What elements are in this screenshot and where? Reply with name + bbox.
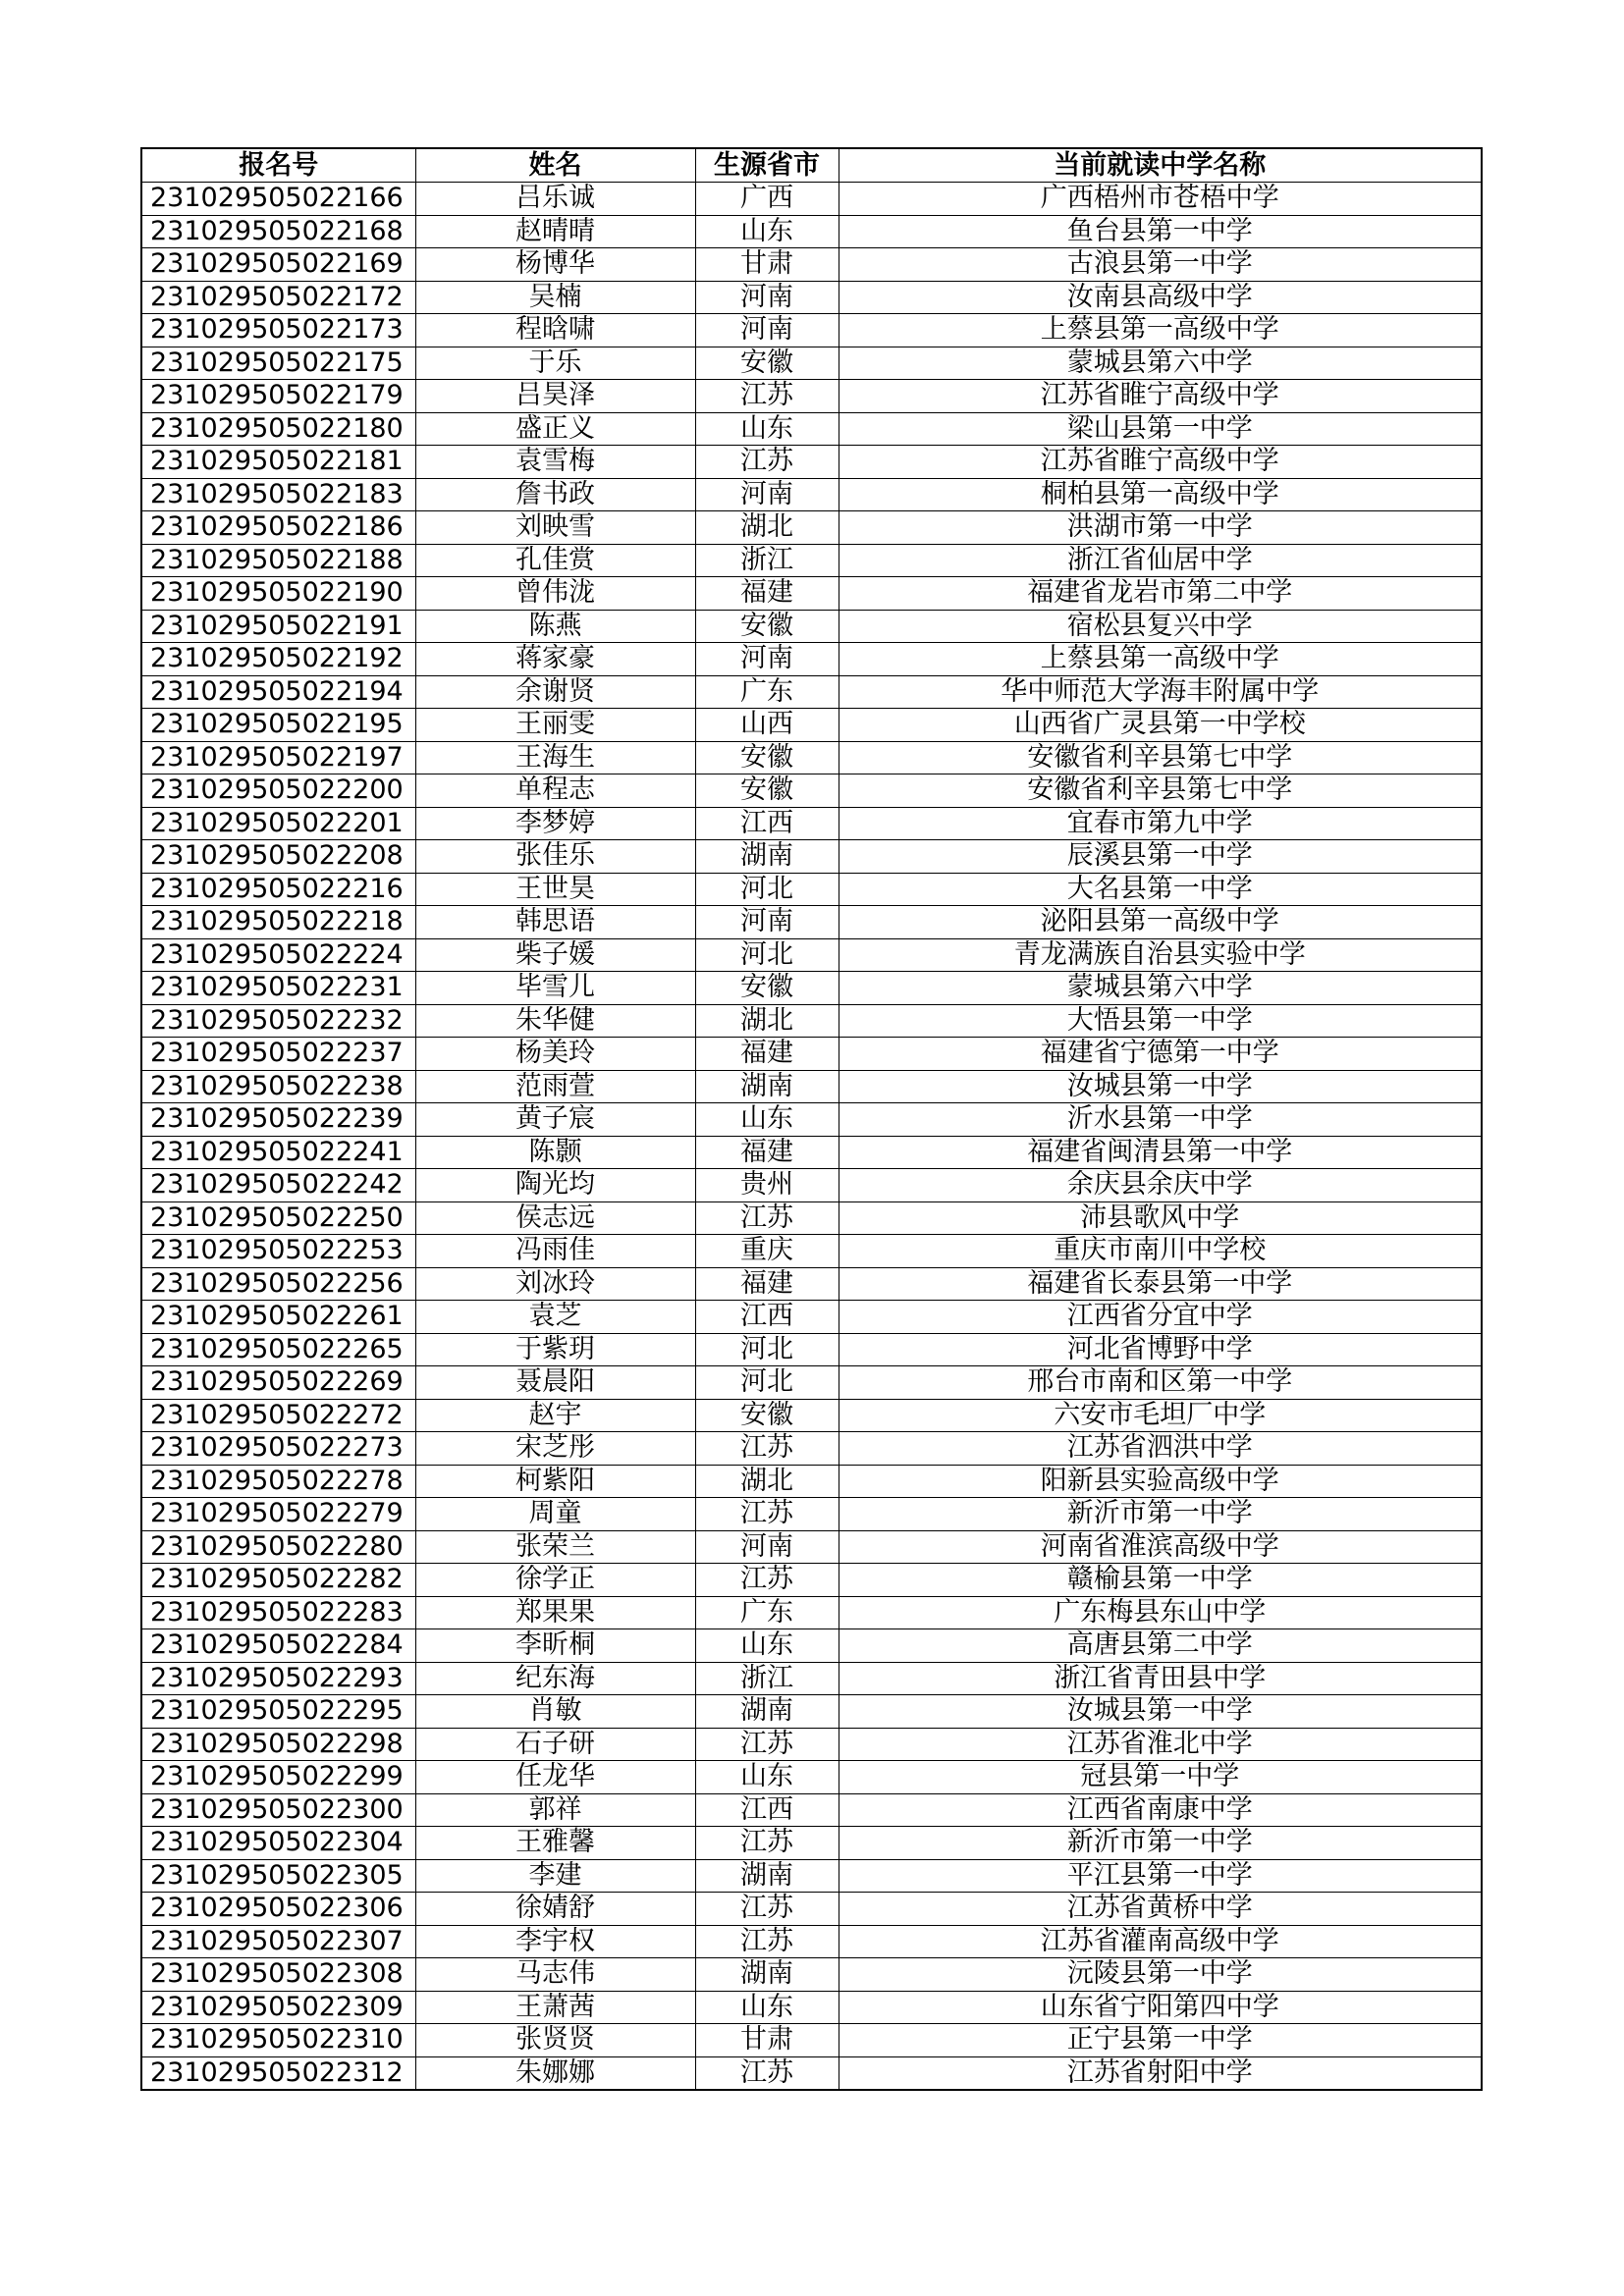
table-row <box>141 1925 1482 1958</box>
table-row <box>141 610 1482 643</box>
student-name-cell: 纪东海 <box>415 1662 695 1695</box>
table-row <box>141 314 1482 347</box>
source-province-cell: 河北 <box>695 1333 839 1366</box>
source-province-cell: 安徽 <box>695 774 839 808</box>
table-row <box>141 1596 1482 1629</box>
current-school-cell: 华中师范大学海丰附属中学 <box>839 675 1482 709</box>
source-province-cell: 重庆 <box>695 1235 839 1268</box>
table-row <box>141 2024 1482 2057</box>
source-province-cell: 甘肃 <box>695 248 839 282</box>
table-row <box>141 1103 1482 1137</box>
student-name-cell: 袁雪梅 <box>415 446 695 479</box>
student-name-cell: 王丽雯 <box>415 709 695 742</box>
student-name-cell: 于紫玥 <box>415 1333 695 1366</box>
student-name-cell: 余谢贤 <box>415 675 695 709</box>
student-name-cell: 李梦婷 <box>415 807 695 840</box>
source-province-cell: 安徽 <box>695 741 839 774</box>
current-school-cell: 汝城县第一中学 <box>839 1695 1482 1729</box>
source-province-cell: 湖南 <box>695 1958 839 1992</box>
source-province-cell: 湖南 <box>695 1695 839 1729</box>
table-row <box>141 741 1482 774</box>
current-school-cell: 江西省分宜中学 <box>839 1301 1482 1334</box>
table-row <box>141 1136 1482 1169</box>
table-row <box>141 1366 1482 1400</box>
source-province-cell: 江苏 <box>695 446 839 479</box>
source-province-cell: 山西 <box>695 709 839 742</box>
student-name-cell: 盛正义 <box>415 412 695 446</box>
current-school-cell: 新沂市第一中学 <box>839 1498 1482 1531</box>
table-row <box>141 446 1482 479</box>
table-row <box>141 1564 1482 1597</box>
source-province-cell: 江西 <box>695 807 839 840</box>
table-row <box>141 807 1482 840</box>
registration-number-cell: 231029505022200 <box>141 774 415 808</box>
current-school-cell: 桐柏县第一高级中学 <box>839 478 1482 511</box>
registration-number-cell: 231029505022194 <box>141 675 415 709</box>
registration-number-cell: 231029505022312 <box>141 2056 415 2090</box>
registration-number-cell: 231029505022169 <box>141 248 415 282</box>
table-row <box>141 248 1482 282</box>
current-school-cell: 重庆市南川中学校 <box>839 1235 1482 1268</box>
student-name-cell: 范雨萱 <box>415 1070 695 1103</box>
current-school-cell: 山西省广灵县第一中学校 <box>839 709 1482 742</box>
current-school-cell: 沂水县第一中学 <box>839 1103 1482 1137</box>
table-row <box>141 577 1482 611</box>
source-province-cell: 浙江 <box>695 1662 839 1695</box>
source-province-cell: 河北 <box>695 873 839 906</box>
registration-number-cell: 231029505022216 <box>141 873 415 906</box>
source-province-cell: 江苏 <box>695 1498 839 1531</box>
source-province-cell: 江苏 <box>695 1893 839 1926</box>
current-school-cell: 福建省长泰县第一中学 <box>839 1267 1482 1301</box>
current-school-cell: 江苏省睢宁高级中学 <box>839 380 1482 413</box>
student-name-cell: 朱娜娜 <box>415 2056 695 2090</box>
registration-number-cell: 231029505022197 <box>141 741 415 774</box>
registration-number-cell: 231029505022253 <box>141 1235 415 1268</box>
table-row <box>141 347 1482 380</box>
source-province-cell: 河南 <box>695 314 839 347</box>
registration-number-cell: 231029505022186 <box>141 511 415 545</box>
header-source-province: 生源省市 <box>695 148 839 183</box>
source-province-cell: 河南 <box>695 478 839 511</box>
registration-number-cell: 231029505022238 <box>141 1070 415 1103</box>
student-name-cell: 周童 <box>415 1498 695 1531</box>
current-school-cell: 冠县第一中学 <box>839 1761 1482 1794</box>
registration-number-cell: 231029505022218 <box>141 906 415 939</box>
student-name-cell: 杨博华 <box>415 248 695 282</box>
table-row <box>141 1695 1482 1729</box>
current-school-cell: 江苏省射阳中学 <box>839 2056 1482 2090</box>
source-province-cell: 贵州 <box>695 1169 839 1202</box>
current-school-cell: 福建省宁德第一中学 <box>839 1038 1482 1071</box>
student-name-cell: 柯紫阳 <box>415 1465 695 1498</box>
source-province-cell: 福建 <box>695 577 839 611</box>
source-province-cell: 湖南 <box>695 1070 839 1103</box>
source-province-cell: 河南 <box>695 281 839 314</box>
table-row <box>141 1859 1482 1893</box>
student-name-cell: 李建 <box>415 1859 695 1893</box>
current-school-cell: 赣榆县第一中学 <box>839 1564 1482 1597</box>
source-province-cell: 甘肃 <box>695 2024 839 2057</box>
current-school-cell: 浙江省青田县中学 <box>839 1662 1482 1695</box>
registration-number-cell: 231029505022172 <box>141 281 415 314</box>
current-school-cell: 邢台市南和区第一中学 <box>839 1366 1482 1400</box>
source-province-cell: 河南 <box>695 643 839 676</box>
header-name: 姓名 <box>415 148 695 183</box>
table-row <box>141 1432 1482 1466</box>
current-school-cell: 福建省龙岩市第二中学 <box>839 577 1482 611</box>
student-name-cell: 詹书政 <box>415 478 695 511</box>
current-school-cell: 广西梧州市苍梧中学 <box>839 183 1482 216</box>
current-school-cell: 江苏省淮北中学 <box>839 1728 1482 1761</box>
student-name-cell: 石子研 <box>415 1728 695 1761</box>
registration-number-cell: 231029505022295 <box>141 1695 415 1729</box>
student-name-cell: 黄子宸 <box>415 1103 695 1137</box>
registration-number-cell: 231029505022256 <box>141 1267 415 1301</box>
table-row <box>141 544 1482 577</box>
student-name-cell: 单程志 <box>415 774 695 808</box>
current-school-cell: 汝城县第一中学 <box>839 1070 1482 1103</box>
current-school-cell: 大名县第一中学 <box>839 873 1482 906</box>
registration-number-cell: 231029505022190 <box>141 577 415 611</box>
source-province-cell: 福建 <box>695 1267 839 1301</box>
student-name-cell: 蒋家豪 <box>415 643 695 676</box>
current-school-cell: 泌阳县第一高级中学 <box>839 906 1482 939</box>
registration-number-cell: 231029505022208 <box>141 840 415 874</box>
source-province-cell: 江苏 <box>695 1728 839 1761</box>
student-name-cell: 孔佳赏 <box>415 544 695 577</box>
registration-number-cell: 231029505022265 <box>141 1333 415 1366</box>
table-row <box>141 1662 1482 1695</box>
student-name-cell: 赵宇 <box>415 1399 695 1432</box>
registration-number-cell: 231029505022231 <box>141 972 415 1005</box>
student-name-cell: 任龙华 <box>415 1761 695 1794</box>
source-province-cell: 湖北 <box>695 1465 839 1498</box>
table-row <box>141 2056 1482 2090</box>
registration-number-cell: 231029505022175 <box>141 347 415 380</box>
table-row <box>141 709 1482 742</box>
student-name-cell: 陈燕 <box>415 610 695 643</box>
table-row <box>141 1169 1482 1202</box>
student-name-cell: 袁芝 <box>415 1301 695 1334</box>
registration-number-cell: 231029505022309 <box>141 1991 415 2024</box>
header-registration-number: 报名号 <box>141 148 415 183</box>
table-row <box>141 511 1482 545</box>
current-school-cell: 正宁县第一中学 <box>839 2024 1482 2057</box>
student-name-cell: 侯志远 <box>415 1201 695 1235</box>
table-row <box>141 873 1482 906</box>
table-row <box>141 1301 1482 1334</box>
current-school-cell: 新沂市第一中学 <box>839 1827 1482 1860</box>
table-row <box>141 215 1482 248</box>
source-province-cell: 江苏 <box>695 1925 839 1958</box>
registration-number-cell: 231029505022224 <box>141 938 415 972</box>
registration-number-cell: 231029505022282 <box>141 1564 415 1597</box>
student-name-cell: 柴子媛 <box>415 938 695 972</box>
table-row <box>141 1399 1482 1432</box>
student-name-cell: 马志伟 <box>415 1958 695 1992</box>
source-province-cell: 河南 <box>695 906 839 939</box>
current-school-cell: 宜春市第九中学 <box>839 807 1482 840</box>
registration-number-cell: 231029505022191 <box>141 610 415 643</box>
table-row <box>141 1498 1482 1531</box>
student-name-cell: 刘冰玲 <box>415 1267 695 1301</box>
student-name-cell: 杨美玲 <box>415 1038 695 1071</box>
current-school-cell: 安徽省利辛县第七中学 <box>839 774 1482 808</box>
header-row <box>141 148 1482 183</box>
source-province-cell: 山东 <box>695 412 839 446</box>
source-province-cell: 安徽 <box>695 347 839 380</box>
source-province-cell: 湖南 <box>695 1859 839 1893</box>
current-school-cell: 河南省淮滨高级中学 <box>839 1530 1482 1564</box>
current-school-cell: 汝南县高级中学 <box>839 281 1482 314</box>
table-row <box>141 1004 1482 1038</box>
table-body <box>141 183 1482 2091</box>
source-province-cell: 江苏 <box>695 1432 839 1466</box>
student-name-cell: 曾伟泷 <box>415 577 695 611</box>
student-name-cell: 于乐 <box>415 347 695 380</box>
table-row <box>141 938 1482 972</box>
current-school-cell: 山东省宁阳第四中学 <box>839 1991 1482 2024</box>
source-province-cell: 福建 <box>695 1136 839 1169</box>
registration-number-cell: 231029505022237 <box>141 1038 415 1071</box>
student-name-cell: 王海生 <box>415 741 695 774</box>
table-row <box>141 906 1482 939</box>
registration-number-cell: 231029505022179 <box>141 380 415 413</box>
registration-number-cell: 231029505022305 <box>141 1859 415 1893</box>
student-name-cell: 冯雨佳 <box>415 1235 695 1268</box>
student-name-cell: 李宇权 <box>415 1925 695 1958</box>
table-row <box>141 840 1482 874</box>
registration-number-cell: 231029505022304 <box>141 1827 415 1860</box>
source-province-cell: 江苏 <box>695 2056 839 2090</box>
table-row <box>141 1793 1482 1827</box>
source-province-cell: 湖南 <box>695 840 839 874</box>
source-province-cell: 福建 <box>695 1038 839 1071</box>
current-school-cell: 鱼台县第一中学 <box>839 215 1482 248</box>
source-province-cell: 山东 <box>695 1761 839 1794</box>
student-name-cell: 陈颢 <box>415 1136 695 1169</box>
table-row <box>141 1038 1482 1071</box>
registration-number-cell: 231029505022278 <box>141 1465 415 1498</box>
registration-number-cell: 231029505022272 <box>141 1399 415 1432</box>
source-province-cell: 江西 <box>695 1301 839 1334</box>
registration-number-cell: 231029505022300 <box>141 1793 415 1827</box>
table-row <box>141 1267 1482 1301</box>
student-name-cell: 徐婧舒 <box>415 1893 695 1926</box>
current-school-cell: 宿松县复兴中学 <box>839 610 1482 643</box>
source-province-cell: 河北 <box>695 938 839 972</box>
source-province-cell: 湖北 <box>695 511 839 545</box>
registration-number-cell: 231029505022298 <box>141 1728 415 1761</box>
table-row <box>141 1465 1482 1498</box>
table-row <box>141 1333 1482 1366</box>
student-name-cell: 王萧茜 <box>415 1991 695 2024</box>
student-name-cell: 李昕桐 <box>415 1629 695 1663</box>
source-province-cell: 安徽 <box>695 972 839 1005</box>
table-row <box>141 1728 1482 1761</box>
source-province-cell: 江苏 <box>695 380 839 413</box>
current-school-cell: 福建省闽清县第一中学 <box>839 1136 1482 1169</box>
registration-number-cell: 231029505022173 <box>141 314 415 347</box>
student-name-cell: 徐学正 <box>415 1564 695 1597</box>
registration-number-cell: 231029505022241 <box>141 1136 415 1169</box>
student-name-cell: 张荣兰 <box>415 1530 695 1564</box>
registration-number-cell: 231029505022180 <box>141 412 415 446</box>
registration-number-cell: 231029505022242 <box>141 1169 415 1202</box>
registration-number-cell: 231029505022310 <box>141 2024 415 2057</box>
student-name-cell: 张佳乐 <box>415 840 695 874</box>
current-school-cell: 江西省南康中学 <box>839 1793 1482 1827</box>
source-province-cell: 广东 <box>695 1596 839 1629</box>
source-province-cell: 山东 <box>695 1629 839 1663</box>
student-name-cell: 韩思语 <box>415 906 695 939</box>
student-list-table <box>140 147 1483 2091</box>
source-province-cell: 山东 <box>695 1103 839 1137</box>
current-school-cell: 蒙城县第六中学 <box>839 972 1482 1005</box>
student-name-cell: 王雅馨 <box>415 1827 695 1860</box>
source-province-cell: 河南 <box>695 1530 839 1564</box>
table-row <box>141 643 1482 676</box>
table-row <box>141 1201 1482 1235</box>
current-school-cell: 上蔡县第一高级中学 <box>839 314 1482 347</box>
source-province-cell: 浙江 <box>695 544 839 577</box>
registration-number-cell: 231029505022188 <box>141 544 415 577</box>
student-name-cell: 程晗啸 <box>415 314 695 347</box>
current-school-cell: 余庆县余庆中学 <box>839 1169 1482 1202</box>
current-school-cell: 平江县第一中学 <box>839 1859 1482 1893</box>
current-school-cell: 上蔡县第一高级中学 <box>839 643 1482 676</box>
source-province-cell: 山东 <box>695 1991 839 2024</box>
registration-number-cell: 231029505022181 <box>141 446 415 479</box>
student-name-cell: 王世昊 <box>415 873 695 906</box>
registration-number-cell: 231029505022239 <box>141 1103 415 1137</box>
source-province-cell: 广西 <box>695 183 839 216</box>
source-province-cell: 安徽 <box>695 610 839 643</box>
table-row <box>141 412 1482 446</box>
source-province-cell: 山东 <box>695 215 839 248</box>
registration-number-cell: 231029505022306 <box>141 1893 415 1926</box>
current-school-cell: 江苏省泗洪中学 <box>839 1432 1482 1466</box>
student-name-cell: 宋芝彤 <box>415 1432 695 1466</box>
student-name-cell: 毕雪儿 <box>415 972 695 1005</box>
registration-number-cell: 231029505022195 <box>141 709 415 742</box>
table-row <box>141 1070 1482 1103</box>
student-name-cell: 郑果果 <box>415 1596 695 1629</box>
registration-number-cell: 231029505022232 <box>141 1004 415 1038</box>
registration-number-cell: 231029505022283 <box>141 1596 415 1629</box>
source-province-cell: 江苏 <box>695 1564 839 1597</box>
source-province-cell: 安徽 <box>695 1399 839 1432</box>
table-row <box>141 478 1482 511</box>
registration-number-cell: 231029505022166 <box>141 183 415 216</box>
current-school-cell: 浙江省仙居中学 <box>839 544 1482 577</box>
current-school-cell: 江苏省黄桥中学 <box>839 1893 1482 1926</box>
table-row <box>141 281 1482 314</box>
current-school-cell: 高唐县第二中学 <box>839 1629 1482 1663</box>
table-row <box>141 675 1482 709</box>
registration-number-cell: 231029505022261 <box>141 1301 415 1334</box>
student-name-cell: 聂晨阳 <box>415 1366 695 1400</box>
table-row <box>141 774 1482 808</box>
registration-number-cell: 231029505022284 <box>141 1629 415 1663</box>
table-row <box>141 972 1482 1005</box>
current-school-cell: 洪湖市第一中学 <box>839 511 1482 545</box>
student-name-cell: 张贤贤 <box>415 2024 695 2057</box>
student-name-cell: 刘映雪 <box>415 511 695 545</box>
registration-number-cell: 231029505022299 <box>141 1761 415 1794</box>
student-name-cell: 肖敏 <box>415 1695 695 1729</box>
current-school-cell: 河北省博野中学 <box>839 1333 1482 1366</box>
table-row <box>141 1235 1482 1268</box>
source-province-cell: 江苏 <box>695 1201 839 1235</box>
student-name-cell: 陶光均 <box>415 1169 695 1202</box>
current-school-cell: 广东梅县东山中学 <box>839 1596 1482 1629</box>
table-row <box>141 183 1482 216</box>
header-current-school: 当前就读中学名称 <box>839 148 1482 183</box>
student-name-cell: 吕乐诚 <box>415 183 695 216</box>
registration-number-cell: 231029505022201 <box>141 807 415 840</box>
source-province-cell: 湖北 <box>695 1004 839 1038</box>
current-school-cell: 六安市毛坦厂中学 <box>839 1399 1482 1432</box>
current-school-cell: 安徽省利辛县第七中学 <box>839 741 1482 774</box>
current-school-cell: 江苏省睢宁高级中学 <box>839 446 1482 479</box>
table-row <box>141 1893 1482 1926</box>
current-school-cell: 青龙满族自治县实验中学 <box>839 938 1482 972</box>
registration-number-cell: 231029505022192 <box>141 643 415 676</box>
student-name-cell: 朱华健 <box>415 1004 695 1038</box>
table-row <box>141 1827 1482 1860</box>
registration-number-cell: 231029505022183 <box>141 478 415 511</box>
table-row <box>141 1958 1482 1992</box>
current-school-cell: 古浪县第一中学 <box>839 248 1482 282</box>
registration-number-cell: 231029505022269 <box>141 1366 415 1400</box>
registration-number-cell: 231029505022168 <box>141 215 415 248</box>
student-name-cell: 郭祥 <box>415 1793 695 1827</box>
source-province-cell: 广东 <box>695 675 839 709</box>
table-row <box>141 1761 1482 1794</box>
registration-number-cell: 231029505022307 <box>141 1925 415 1958</box>
source-province-cell: 江西 <box>695 1793 839 1827</box>
student-name-cell: 吕昊泽 <box>415 380 695 413</box>
student-name-cell: 赵晴晴 <box>415 215 695 248</box>
current-school-cell: 大悟县第一中学 <box>839 1004 1482 1038</box>
current-school-cell: 沛县歌风中学 <box>839 1201 1482 1235</box>
current-school-cell: 蒙城县第六中学 <box>839 347 1482 380</box>
registration-number-cell: 231029505022250 <box>141 1201 415 1235</box>
table-row <box>141 1530 1482 1564</box>
table-row <box>141 1991 1482 2024</box>
registration-number-cell: 231029505022293 <box>141 1662 415 1695</box>
current-school-cell: 梁山县第一中学 <box>839 412 1482 446</box>
registration-number-cell: 231029505022279 <box>141 1498 415 1531</box>
current-school-cell: 阳新县实验高级中学 <box>839 1465 1482 1498</box>
source-province-cell: 河北 <box>695 1366 839 1400</box>
current-school-cell: 江苏省灌南高级中学 <box>839 1925 1482 1958</box>
current-school-cell: 沅陵县第一中学 <box>839 1958 1482 1992</box>
registration-number-cell: 231029505022308 <box>141 1958 415 1992</box>
registration-number-cell: 231029505022273 <box>141 1432 415 1466</box>
registration-number-cell: 231029505022280 <box>141 1530 415 1564</box>
student-name-cell: 吴楠 <box>415 281 695 314</box>
table-row <box>141 380 1482 413</box>
table-row <box>141 1629 1482 1663</box>
current-school-cell: 辰溪县第一中学 <box>839 840 1482 874</box>
source-province-cell: 江苏 <box>695 1827 839 1860</box>
